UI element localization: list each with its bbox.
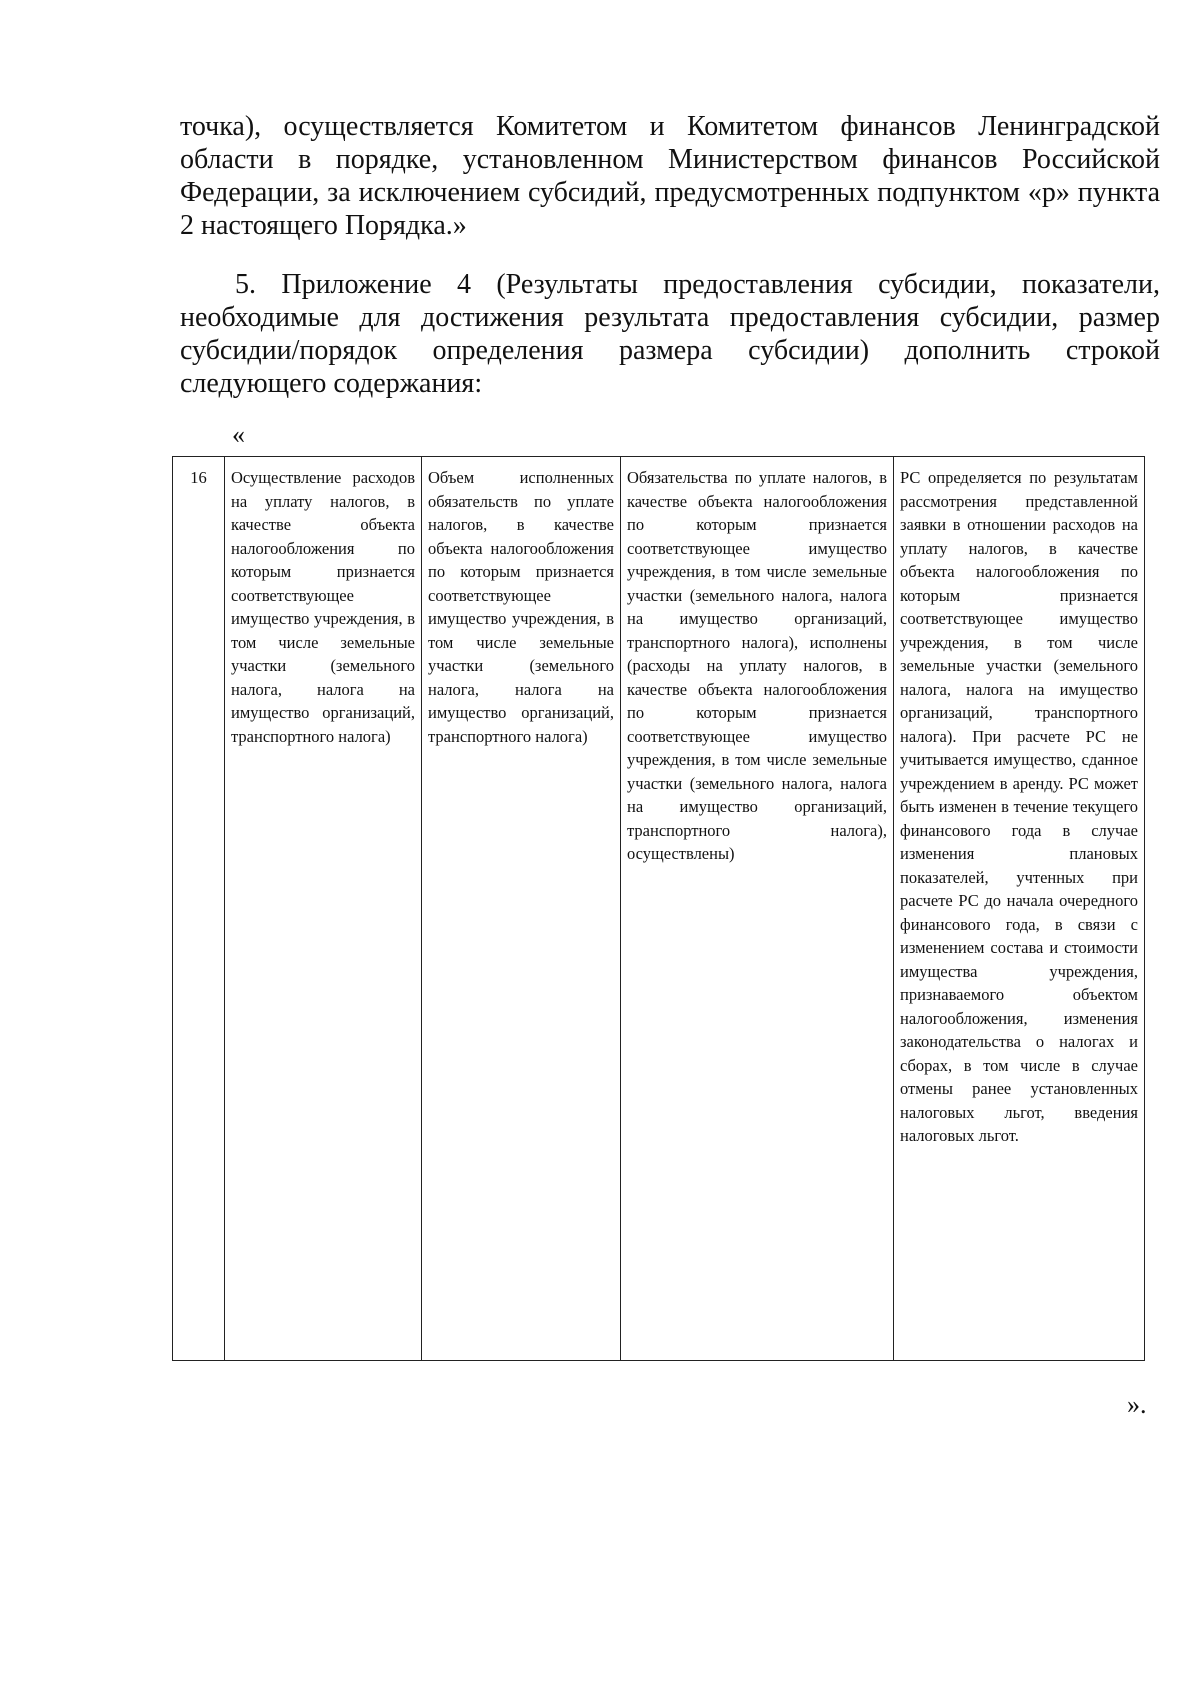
paragraph-continuation: точка), осуществляется Комитетом и Комитетом финансов Ленинградской области в порядке, установленном Министерством финансов Российской Федерации, за исключением субсидий, предусмотренных подпунктом «р» пункта 2 настоящего Порядка.»	[180, 111, 1160, 241]
appendix-table-row	[172, 456, 1145, 1361]
cell-result: Осуществление расходов на уплату налогов, в качестве объекта налогообложения по которым признается соответствующее имущество учреждения, в том числе земельные участки (земельного налога, налога на имущество организаций, транспортного налога)	[225, 457, 422, 1361]
paragraph-item-5: 5. Приложение 4 (Результаты предоставления субсидии, показатели, необходимые для достижения результата предоставления субсидии, размер субсидии/порядок определения размера субсидии) дополнить строкой следующего содержания:	[180, 269, 1160, 399]
opening-quote-mark: «	[232, 420, 245, 449]
cell-achievement: Обязательства по уплате налогов, в качестве объекта налогообложения по которым признается соответствующее имущество учреждения, в том числе земельные участки (земельного налога, налога на имущество организаций, транспортного налога), исполнены (расходы на уплату налогов, в качестве объекта налогообложения по которым признается соответствующее имущество учреждения, в том числе земельные участки (земельного налога, налога на имущество организаций, транспортного налога), осуществлены)	[621, 457, 894, 1361]
cell-size-procedure: РС определяется по результатам рассмотрения представленной заявки в отношении расходов на уплату налогов, в качестве объекта налогообложения по которым признается соответствующее имущество учреждения, в том числе земельные участки (земельного налога, налога на имущество организаций, транспортного налога). При расчете РС не учитывается имущество, сданное учреждением в аренду. РС может быть изменен в течение текущего финансового года в случае изменения плановых показателей, учтенных при расчете РС до начала очередного финансового года, в связи с изменением состава и стоимости имущества учреждения, признаваемого объектом налогообложения, изменения законодательства о налогах и сборах, в том числе в случае отмены ранее установленных налоговых льгот, введения налоговых льгот.	[894, 457, 1145, 1361]
table-row	[173, 457, 1145, 1361]
cell-row-number: 16	[173, 457, 225, 1361]
cell-indicator: Объем исполненных обязательств по уплате налогов, в качестве объекта налогообложения по которым признается соответствующее имущество учреждения, в том числе земельные участки (земельного налога, налога на имущество организаций, транспортного налога)	[422, 457, 621, 1361]
closing-quote-mark: ».	[1127, 1390, 1147, 1419]
